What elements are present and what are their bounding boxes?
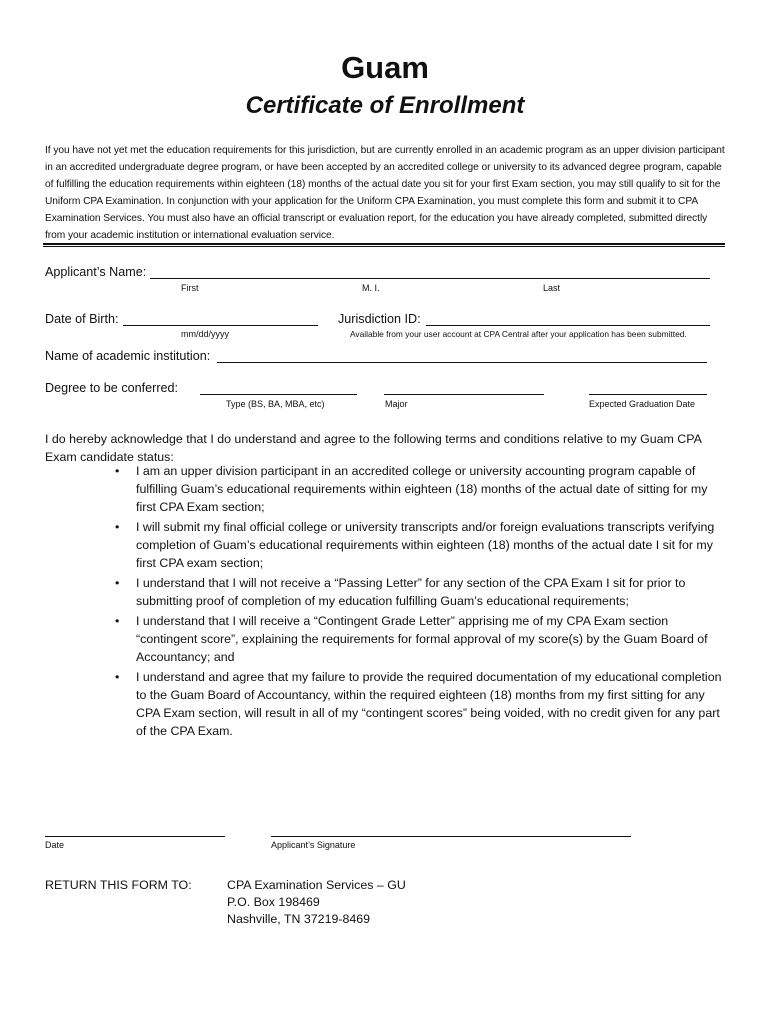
degree-major-field[interactable]	[384, 394, 544, 395]
jurisdiction-label: Jurisdiction ID:	[338, 312, 421, 326]
degree-type-hint: Type (BS, BA, MBA, etc)	[226, 399, 325, 409]
name-last-hint: Last	[543, 283, 561, 293]
signature-label: Applicant’s Signature	[271, 840, 356, 850]
applicant-name-field[interactable]	[150, 278, 710, 279]
degree-label: Degree to be conferred:	[45, 381, 179, 395]
address-line-1: CPA Examination Services – GU	[227, 878, 406, 892]
bullet-icon: •	[115, 614, 120, 628]
graduation-date-field[interactable]	[589, 394, 707, 395]
section-divider	[43, 243, 725, 247]
jurisdiction-hint: Available from your user account at CPA Central after your application has been submitted.	[350, 329, 687, 339]
signature-field[interactable]	[271, 836, 631, 837]
list-item	[115, 668, 725, 740]
jurisdiction-field[interactable]	[426, 325, 710, 326]
bullet-icon: •	[115, 464, 120, 478]
date-label: Date	[45, 840, 65, 850]
degree-type-field[interactable]	[200, 394, 357, 395]
return-address	[227, 877, 406, 928]
term-text: I will submit my final official college or university transcripts and/or foreign evaluations transcripts verifying completion of Guam’s educational requirements within eighteen (18) months of the actual date I sit for my first CPA exam section;	[136, 520, 715, 570]
name-first-hint: First	[181, 283, 199, 293]
dob-hint: mm/dd/yyyy	[181, 329, 230, 339]
date-field[interactable]	[45, 836, 225, 837]
term-text: I am an upper division participant in an accredited college or university accounting program capable of fulfilling Guam’s educational requirements within eighteen (18) months of the actual date of sitting for my first CPA Exam section;	[136, 464, 708, 514]
page-title: Guam	[341, 50, 429, 85]
bullet-icon: •	[115, 576, 120, 590]
list-item	[115, 574, 725, 610]
term-text: I understand that I will receive a “Contingent Grade Letter” apprising me of my CPA Exam section “contingent score”, explaining the requirements for formal approval of my score(s) by the Guam Board of Accountancy; and	[136, 614, 708, 664]
list-item	[115, 518, 725, 572]
bullet-icon: •	[115, 520, 120, 534]
dob-field[interactable]	[123, 325, 318, 326]
term-text: I understand and agree that my failure to provide the required documentation of my educational completion to the Guam Board of Accountancy, within the required eighteen (18) months from my first sitting for any CPA Exam section, will result in all of my “contingent scores” being voided, with no credit given for any part of the CPA Exam.	[136, 670, 722, 738]
return-label: RETURN THIS FORM TO:	[45, 878, 192, 892]
term-text: I understand that I will not receive a “Passing Letter” for any section of the CPA Exam I sit for prior to submitting proof of completion of my education fulfilling Guam’s educational requirements;	[136, 576, 686, 608]
address-line-2: P.O. Box 198469	[227, 895, 320, 909]
name-mi-hint: M. I.	[362, 283, 380, 293]
degree-major-hint: Major	[385, 399, 408, 409]
applicant-name-label: Applicant’s Name:	[45, 265, 147, 279]
list-item	[115, 462, 725, 516]
bullet-icon: •	[115, 670, 120, 684]
institution-label: Name of academic institution:	[45, 349, 211, 363]
intro-paragraph: If you have not yet met the education requirements for this jurisdiction, but are currently enrolled in an academic program as an upper division participant in an accredited undergraduate degree program, or have been accepted by an accredited college or university to its advanced degree program, capable of fulfilling the education requirements within eighteen (18) months of the actual date you sit for your first Exam section, you may still qualify to sit for the Uniform CPA Examination. In conjunction with your application for the Uniform CPA Examination, you must complete this form and submit it to CPA Examination Services. You must also have an official transcript or evaluation report, for the education you have already completed, submitted directly from your academic institution or international evaluation service.	[45, 145, 725, 241]
institution-field[interactable]	[217, 362, 707, 363]
graduation-date-hint: Expected Graduation Date	[589, 399, 696, 409]
page-subtitle: Certificate of Enrollment	[245, 92, 525, 119]
address-line-3: Nashville, TN 37219-8469	[227, 912, 371, 926]
acknowledgement-intro: I do hereby acknowledge that I do understand and agree to the following terms and conditions relative to my Guam CPA Exam candidate status:	[45, 432, 702, 464]
terms-list	[115, 462, 725, 742]
dob-label: Date of Birth:	[45, 312, 119, 326]
list-item	[115, 612, 725, 666]
